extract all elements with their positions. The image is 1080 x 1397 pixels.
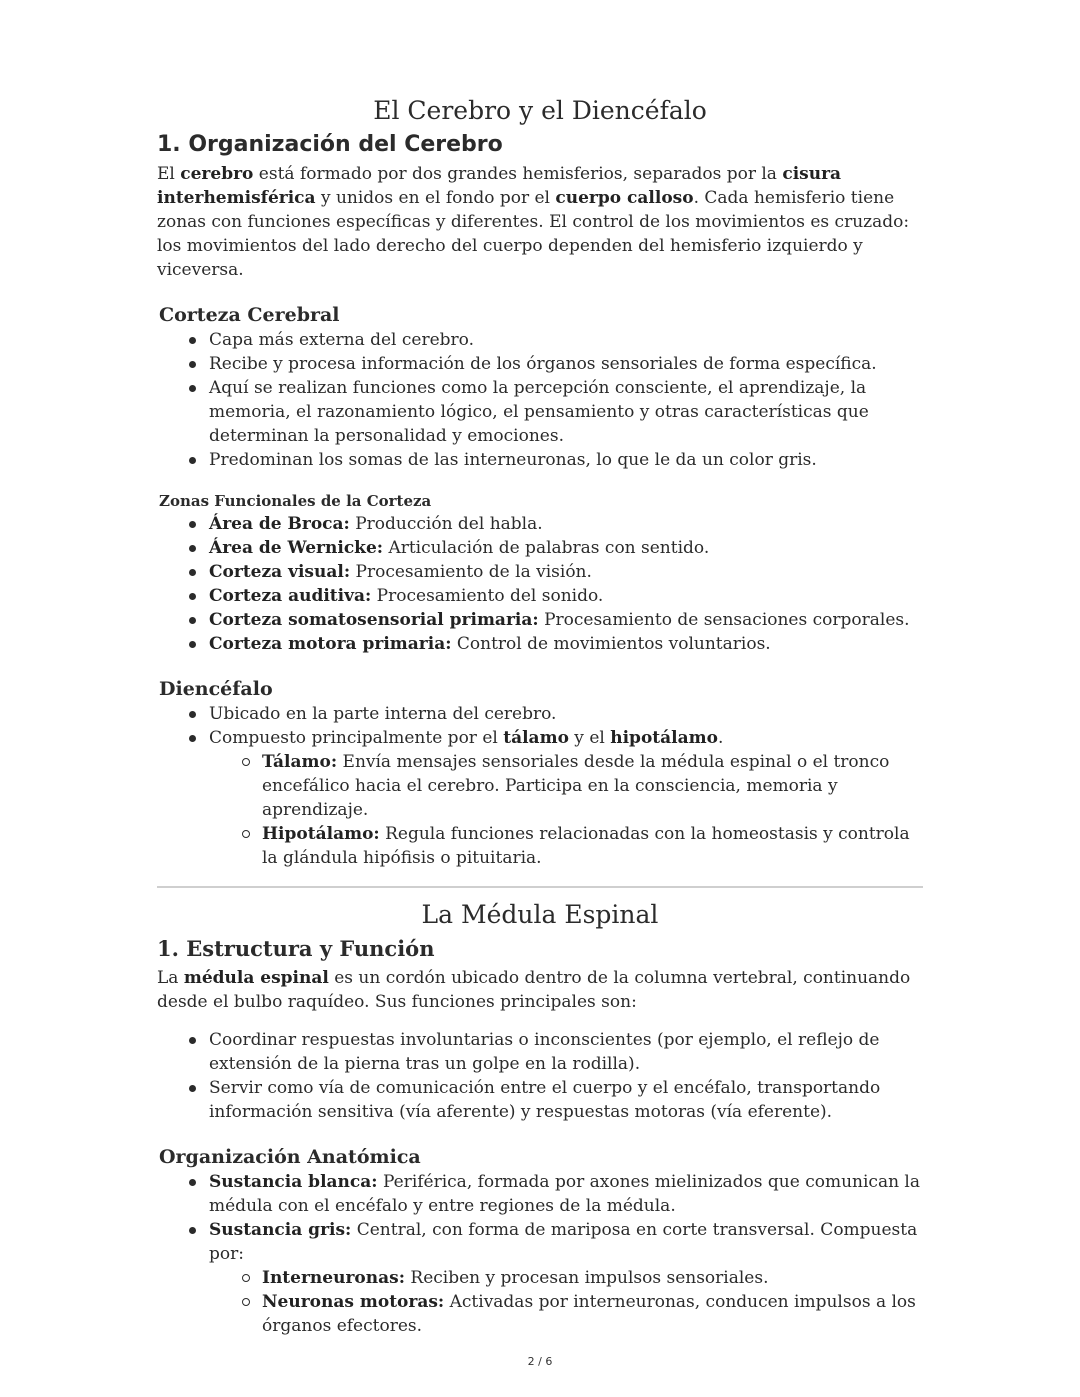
list-item: Recibe y procesa información de los órganos sensoriales de forma específica.	[209, 352, 923, 376]
diencefalo-list	[157, 702, 923, 870]
list-item: Corteza somatosensorial primaria: Procesamiento de sensaciones corporales.	[209, 608, 923, 632]
page-number: 2 / 6	[527, 1355, 553, 1368]
intro-paragraph: El cerebro está formado por dos grandes hemisferios, separados por la cisura interhemisférica y unidos en el fondo por el cuerpo calloso. Cada hemisferio tiene zonas con funciones específicas y diferentes. El control de los movimientos es cruzado: los movimientos del lado derecho del cuerpo dependen del hemisferio izquierdo y viceversa.	[157, 164, 910, 280]
list-item: Compuesto principalmente por el tálamo y el hipotálamo. Tálamo: Envía mensajes sensoriales desde la médula espinal o el tronco encefálico hacia el cerebro. Participa en la consciencia, memoria y aprendizaje. Hipotálamo: Regula funciones relacionadas con la homeostasis y controla la glándula hipófisis o pituitaria.	[209, 726, 923, 870]
list-item: Corteza auditiva: Procesamiento del sonido.	[209, 584, 923, 608]
page-title-medula: La Médula Espinal	[421, 900, 659, 929]
subsection-heading-organizacion: Organización Anatómica	[159, 1146, 421, 1168]
sub-list-item: Neuronas motoras: Activadas por interneuronas, conducen impulsos a los órganos efectores.	[262, 1290, 923, 1338]
document-page	[157, 94, 923, 1338]
funciones-list	[157, 1028, 923, 1124]
corteza-list	[157, 328, 923, 472]
list-item: Servir como vía de comunicación entre el cuerpo y el encéfalo, transportando información sensitiva (vía aferente) y respuestas motoras (vía eferente).	[209, 1076, 923, 1124]
diencefalo-sublist	[209, 750, 923, 870]
list-item: Área de Broca: Producción del habla.	[209, 512, 923, 536]
list-item: Sustancia blanca: Periférica, formada por axones mielinizados que comunican la médula con el encéfalo y entre regiones de la médula.	[209, 1170, 923, 1218]
subsection-heading-corteza: Corteza Cerebral	[159, 304, 340, 326]
organizacion-sublist	[209, 1266, 923, 1338]
subsection-heading-zonas: Zonas Funcionales de la Corteza	[159, 492, 432, 510]
list-item: Capa más externa del cerebro.	[209, 328, 923, 352]
subsection-heading-diencefalo: Diencéfalo	[159, 678, 273, 700]
section-heading: 1. Organización del Cerebro	[157, 132, 503, 157]
list-item: Coordinar respuestas involuntarias o inconscientes (por ejemplo, el reflejo de extensión de la pierna tras un golpe en la rodilla).	[209, 1028, 923, 1076]
list-item: Aquí se realizan funciones como la percepción consciente, el aprendizaje, la memoria, el razonamiento lógico, el pensamiento y otras características que determinan la personalidad y emociones.	[209, 376, 923, 448]
section-divider	[157, 886, 923, 888]
list-item: Sustancia gris: Central, con forma de mariposa en corte transversal. Compuesta por: Interneuronas: Reciben y procesan impulsos sensoriales. Neuronas motoras: Activadas por interneuronas, conducen impulsos a los órganos efectores.	[209, 1218, 923, 1338]
page-title: El Cerebro y el Diencéfalo	[373, 96, 707, 125]
medula-intro-paragraph: La médula espinal es un cordón ubicado dentro de la columna vertebral, continuando desde el bulbo raquídeo. Sus funciones principales son:	[157, 968, 911, 1012]
list-item: Predominan los somas de las interneuronas, lo que le da un color gris.	[209, 448, 923, 472]
list-item: Corteza visual: Procesamiento de la visión.	[209, 560, 923, 584]
sub-list-item: Hipotálamo: Regula funciones relacionadas con la homeostasis y controla la glándula hipófisis o pituitaria.	[262, 822, 923, 870]
sub-list-item: Interneuronas: Reciben y procesan impulsos sensoriales.	[262, 1266, 923, 1290]
organizacion-list	[157, 1170, 923, 1338]
list-item: Ubicado en la parte interna del cerebro.	[209, 702, 923, 726]
sub-list-item: Tálamo: Envía mensajes sensoriales desde la médula espinal o el tronco encefálico hacia el cerebro. Participa en la consciencia, memoria y aprendizaje.	[262, 750, 923, 822]
zonas-list	[157, 512, 923, 656]
list-item: Corteza motora primaria: Control de movimientos voluntarios.	[209, 632, 923, 656]
section-heading-estructura: 1. Estructura y Función	[157, 936, 435, 961]
list-item: Área de Wernicke: Articulación de palabras con sentido.	[209, 536, 923, 560]
